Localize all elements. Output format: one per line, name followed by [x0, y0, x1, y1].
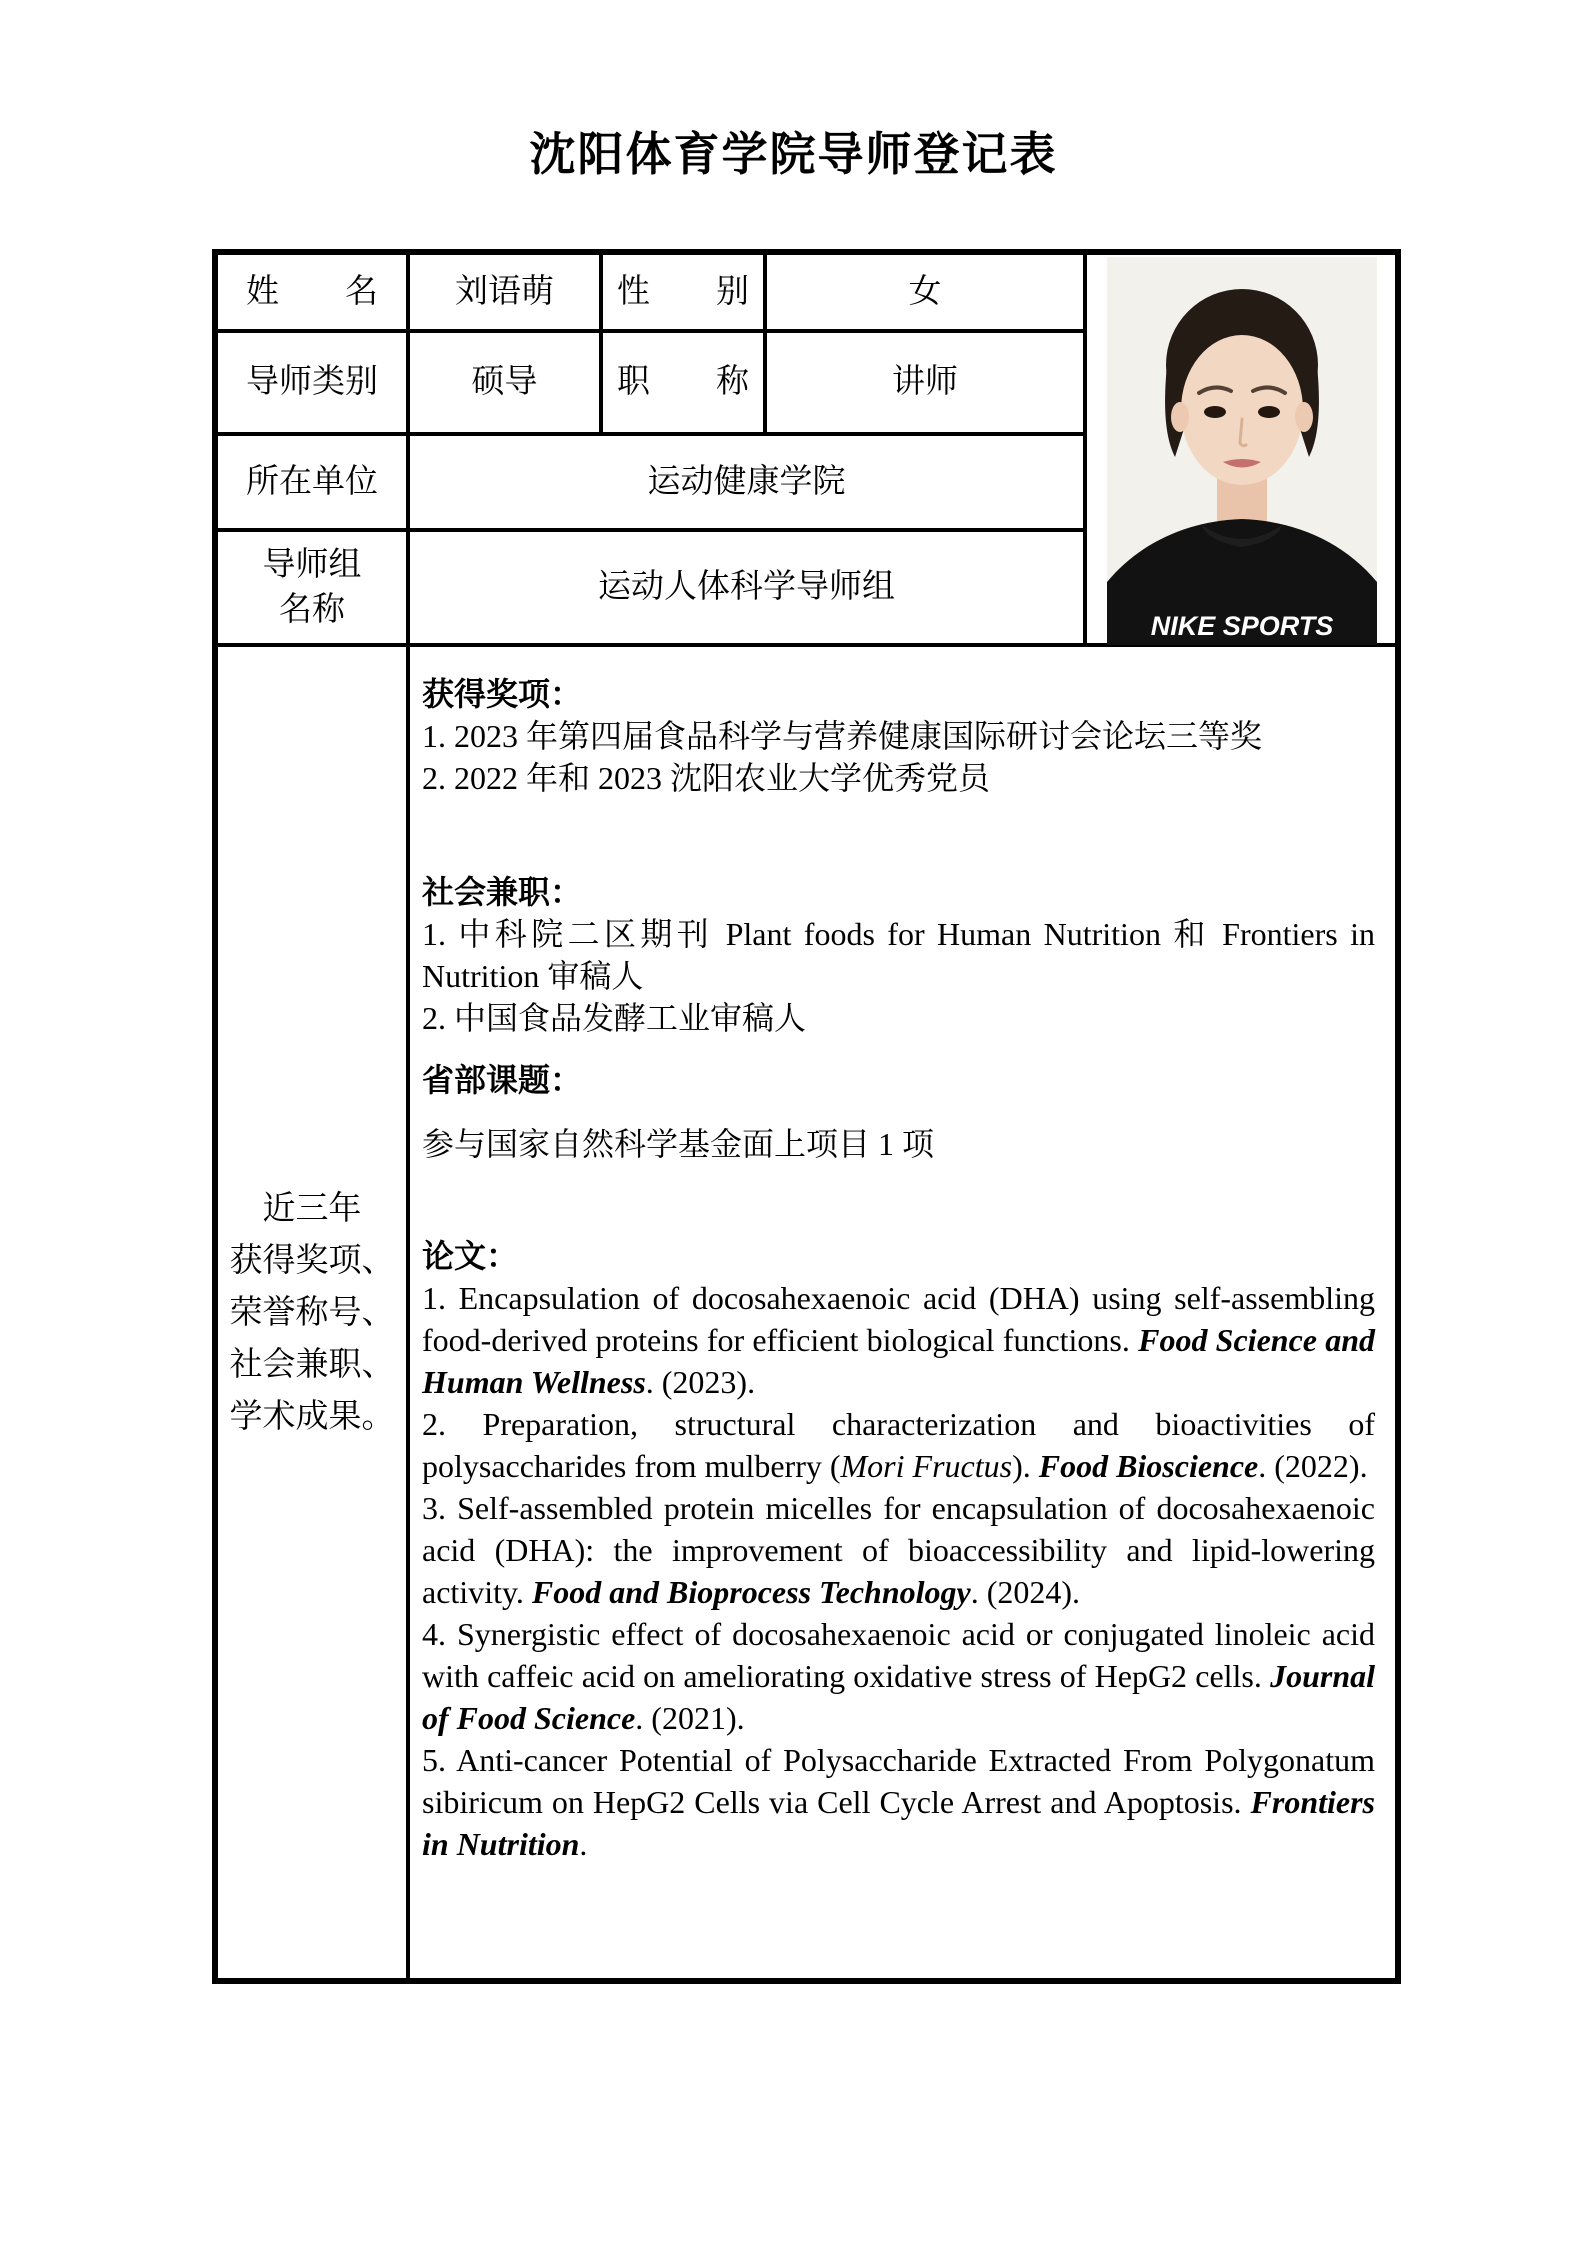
- registration-table: [212, 249, 1401, 1984]
- provincial-project-item: 参与国家自然科学基金面上项目 1 项: [422, 1126, 935, 1162]
- achievements-content-cell: [410, 647, 1395, 1978]
- summary-label-line: 社会兼职、: [229, 1346, 395, 1383]
- award-item: 1. 2023 年第四届食品科学与营养健康国际研讨会论坛三等奖: [422, 718, 1263, 754]
- eye-right: [1258, 406, 1280, 418]
- papers-heading: 论文：: [422, 1238, 519, 1274]
- group-label-cell: [218, 532, 410, 647]
- paper-item: 3. Self-assembled protein micelles for encapsulation of docosahexaenoic acid (DHA): the improvement of bioaccessibility and lipid-lowering activity. Food and Bioprocess Technology. (2024).: [422, 1490, 1375, 1610]
- summary-label-cell: [218, 647, 410, 1978]
- award-item: 2. 2022 年和 2023 沈阳农业大学优秀党员: [422, 760, 991, 796]
- gender-value-cell: 女: [767, 255, 1087, 333]
- provincial-projects-heading: 省部课题：: [422, 1062, 583, 1098]
- eye-left: [1204, 406, 1226, 418]
- group-label-line2: 名称: [279, 591, 345, 628]
- page-title: 沈阳体育学院导师登记表: [529, 129, 1058, 180]
- photo-cell: [1087, 255, 1395, 647]
- summary-label-line: 获得奖项、: [229, 1242, 395, 1279]
- summary-label-line: 荣誉称号、: [229, 1294, 395, 1331]
- ear-right: [1295, 402, 1313, 432]
- id-photo: [1107, 257, 1377, 645]
- group-value-cell: 运动人体科学导师组: [410, 532, 1087, 647]
- group-label-line1: 导师组: [262, 546, 362, 583]
- supervisor-type-value-cell: 硕导: [410, 333, 603, 436]
- paper-item: 4. Synergistic effect of docosahexaenoic acid or conjugated linoleic acid with caffeic acid on ameliorating oxidative stress of HepG2 cells. Journal of Food Science. (2021).: [422, 1616, 1375, 1736]
- professional-title-label-cell: 职 称: [603, 333, 767, 436]
- social-positions-heading: 社会兼职：: [422, 874, 583, 910]
- name-label-cell: 姓 名: [218, 255, 410, 333]
- social-position-item: 1. 中科院二区期刊 Plant foods for Human Nutrition 和 Frontiers in Nutrition 审稿人: [422, 916, 1375, 994]
- summary-label-line: 学术成果。: [229, 1398, 395, 1435]
- unit-value-cell: 运动健康学院: [410, 436, 1087, 532]
- gender-label-cell: 性 别: [603, 255, 767, 333]
- paper-item: 2. Preparation, structural characterization and bioactivities of polysaccharides from mulberry (Mori Fructus). Food Bioscience. (2022).: [422, 1406, 1375, 1484]
- shirt-print: NIKE SPORTS: [1150, 611, 1334, 641]
- summary-label-line: 近三年: [262, 1190, 362, 1227]
- unit-label-cell: 所在单位: [218, 436, 410, 532]
- ear-left: [1171, 402, 1189, 432]
- awards-heading: 获得奖项：: [422, 676, 583, 712]
- social-position-item: 2. 中国食品发酵工业审稿人: [422, 1000, 807, 1036]
- name-value-cell: 刘语萌: [410, 255, 603, 333]
- paper-item: 5. Anti-cancer Potential of Polysaccharide Extracted From Polygonatum sibiricum on HepG2 Cells via Cell Cycle Arrest and Apoptosis. Frontiers in Nutrition.: [422, 1742, 1375, 1862]
- professional-title-value-cell: 讲师: [767, 333, 1087, 436]
- supervisor-type-label-cell: 导师类别: [218, 333, 410, 436]
- paper-item: 1. Encapsulation of docosahexaenoic acid (DHA) using self-assembling food-derived proteins for efficient biological functions. Food Science and Human Wellness. (2023).: [422, 1280, 1375, 1400]
